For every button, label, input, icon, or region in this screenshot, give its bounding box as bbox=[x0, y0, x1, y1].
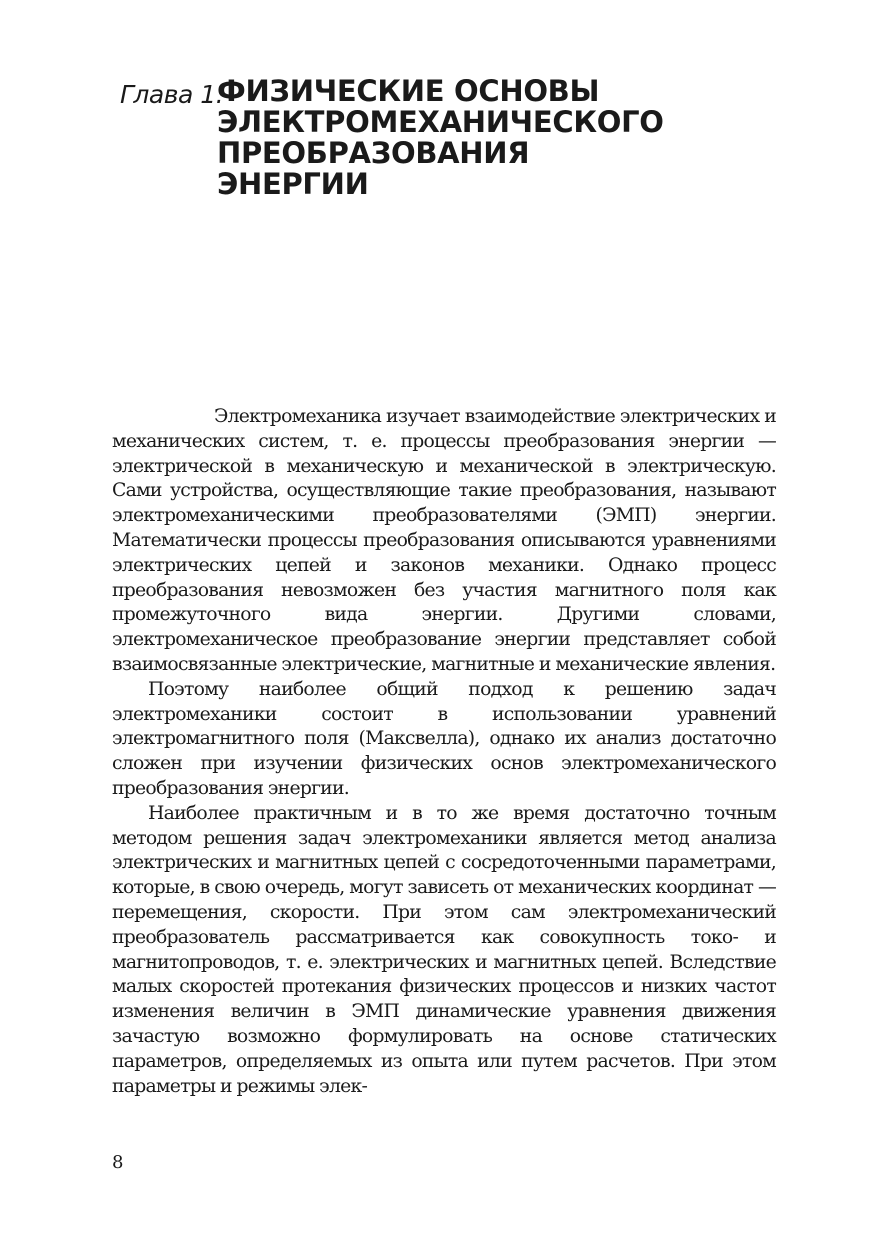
paragraph: Поэтому наиболее общий подход к решению задач электромеханики состоит в использовании уравнений электромагнитного поля (Максвелла), однако их анализ достаточно сложен при изучении физических основ электромеханического преобразования энергии. bbox=[112, 678, 776, 799]
page-number: 8 bbox=[112, 1152, 124, 1173]
chapter-heading bbox=[120, 74, 664, 201]
body-text bbox=[112, 405, 776, 1099]
chapter-label: Глава 1. bbox=[120, 80, 224, 109]
paragraph: Электромеханика изучает взаимодействие электрических и механических систем, т. е. процессы преобразования энергии — электрической в механическую и механической в электрическую. Сами устройства, осуществляющие такие преобразования, называют электромеханическими преобразователями (ЭМП) энергии. Математически процессы преобразования описываются уравнениями электрических цепей и законов механики. Однако процесс преобразования невозможен без участия магнитного поля как промежуточного вида энергии. Другими словами, электромеханическое преобразование энергии представляет собой взаимосвязанные электрические, магнитные и механические явления. bbox=[112, 406, 776, 675]
paragraph: Наиболее практичным и в то же время достаточно точным методом решения задач электромеханики является метод анализа электрических и магнитных цепей с сосредоточенными параметрами, которые, в свою очередь, могут зависеть от механических координат — перемещения, скорости. При этом сам электромеханический преобразователь рассматривается как совокупность токо- и магнитопроводов, т. е. электрических и магнитных цепей. Вследствие малых скоростей протекания физических процессов и низких частот изменения величин в ЭМП динамические уравнения движения зачастую возможно формулировать на основе статических параметров, определяемых из опыта или путем расчетов. При этом параметры и режимы элек- bbox=[112, 802, 776, 1097]
chapter-title: ФИЗИЧЕСКИЕ ОСНОВЫ ЭЛЕКТРОМЕХАНИЧЕСКОГО ПРЕОБРАЗОВАНИЯ ЭНЕРГИИ bbox=[217, 74, 664, 201]
